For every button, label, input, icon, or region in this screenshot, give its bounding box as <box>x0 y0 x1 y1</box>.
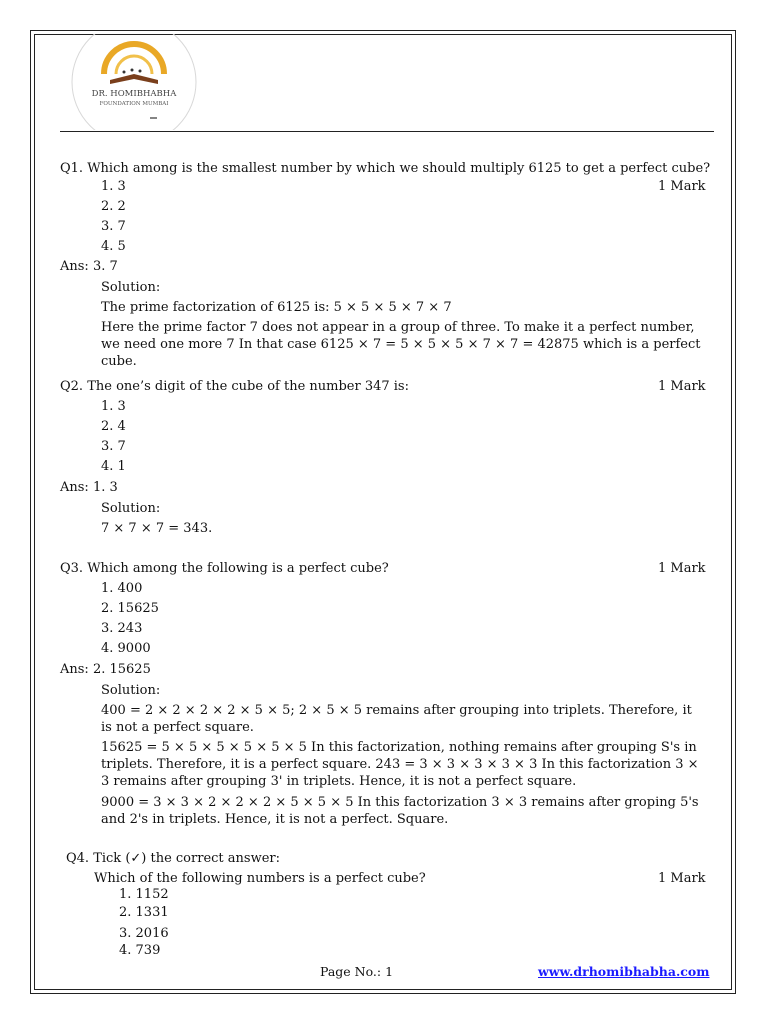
website-link[interactable]: www.drhomibhabha.com <box>538 964 710 979</box>
question-2-title: Q2. The one’s digit of the cube of the number 347 is: <box>60 379 409 394</box>
logo-subtitle: FOUNDATION MUMBAI <box>99 101 169 107</box>
q3-solution-line-1: 400 = 2 × 2 × 2 × 2 × 5 × 5; 2 × 5 × 5 remains after grouping into triplets. Therefore, it is not a perfect square. <box>101 703 692 735</box>
question-3-title: Q3. Which among the following is a perfect cube? <box>60 561 389 576</box>
q1-solution-label: Solution: <box>101 280 161 295</box>
q1-solution-line-1: The prime factorization of 6125 is: 5 × 5 × 5 × 7 × 7 <box>101 300 452 315</box>
q3-answer: Ans: 2. 15625 <box>60 662 151 677</box>
q4-option-3: 3. 2016 <box>119 926 169 941</box>
q2-option-1: 1. 3 <box>101 399 126 414</box>
q2-option-3: 3. 7 <box>101 439 126 454</box>
q3-option-3: 3. 243 <box>101 621 143 636</box>
logo-name: DR. HOMIBHABHA <box>91 89 177 99</box>
question-4-mark: 1 Mark <box>658 871 706 886</box>
q1-option-1: 1. 3 <box>101 179 126 194</box>
q1-solution-line-2: Here the prime factor 7 does not appear in a group of three. To make it a perfect number, we need one more 7 In that case 6125 × 7 = 5 × 5 × 5 × 7 × 7 = 42875 which is a perfect cube. <box>101 320 701 369</box>
q4-option-4: 4. 739 <box>119 943 161 958</box>
q3-solution-line-2: 15625 = 5 × 5 × 5 × 5 × 5 × 5 In this factorization, nothing remains after grouping S's in triplets. Therefore, it is a perfect square. 243 = 3 × 3 × 3 × 3 × 3 In this factorization 3 × 3 remains after grouping 3' in triplets. Hence, it is not a perfect square. <box>101 740 699 789</box>
q1-option-4: 4. 5 <box>101 239 126 254</box>
q2-answer: Ans: 1. 3 <box>60 480 118 495</box>
q1-option-2: 2. 2 <box>101 199 126 214</box>
q4-option-1: 1. 1152 <box>119 887 169 902</box>
question-4-title: Q4. Tick (✓) the correct answer: <box>66 851 280 866</box>
question-1-title: Q1. Which among is the smallest number by which we should multiply 6125 to get a perfect cube? <box>60 161 711 176</box>
q1-answer: Ans: 3. 7 <box>60 259 118 274</box>
question-1-mark: 1 Mark <box>658 179 706 194</box>
q2-solution-line-1: 7 × 7 × 7 = 343. <box>101 521 213 536</box>
page-number: Page No.: 1 <box>320 964 394 979</box>
q3-option-4: 4. 9000 <box>101 641 151 656</box>
q2-option-4: 4. 1 <box>101 459 126 474</box>
foundation-logo <box>70 34 198 130</box>
q2-option-2: 2. 4 <box>101 419 126 434</box>
header-divider <box>60 131 714 132</box>
question-2-mark: 1 Mark <box>658 379 706 394</box>
logo-emblem-icon <box>70 34 198 130</box>
q3-solution-line-3: 9000 = 3 × 3 × 2 × 2 × 2 × 5 × 5 × 5 In this factorization 3 × 3 remains after groping 5's and 2's in triplets. Hence, it is not a perfect. Square. <box>101 795 699 827</box>
question-3-mark: 1 Mark <box>658 561 706 576</box>
q3-option-2: 2. 15625 <box>101 601 159 616</box>
q3-option-1: 1. 400 <box>101 581 143 596</box>
question-4-subtitle: Which of the following numbers is a perfect cube? <box>94 871 426 886</box>
q3-solution-label: Solution: <box>101 683 161 698</box>
q1-option-3: 3. 7 <box>101 219 126 234</box>
q4-option-2: 2. 1331 <box>119 905 169 920</box>
q2-solution-label: Solution: <box>101 501 161 516</box>
